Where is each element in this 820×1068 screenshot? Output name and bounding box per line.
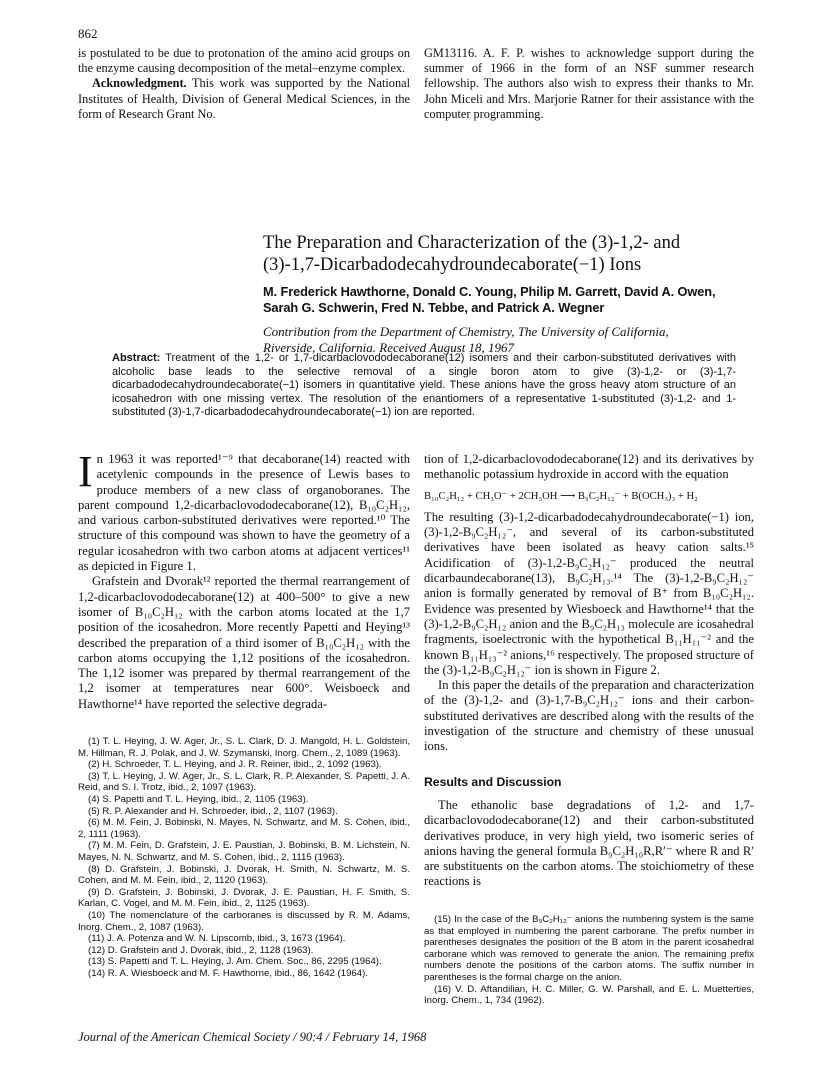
intro-paragraph bbox=[78, 447, 410, 574]
footnote: (5) R. P. Alexander and H. Schroeder, ibid., 2, 1107 (1963). bbox=[88, 805, 338, 817]
footnote: (14) R. A. Wiesboeck and M. F. Hawthorne, ibid., 86, 1642 (1964). bbox=[88, 967, 368, 979]
authors-line-2: Sarah G. Schwerin, Fred N. Tebbe, and Patrick A. Wegner bbox=[263, 300, 605, 315]
footnote: (16) V. D. Aftandilian, H. C. Miller, G. W. Parshall, and E. L. Muetterties, Inorg. Chem., 1, 734 (1962). bbox=[424, 983, 754, 1007]
footnote: (2) H. Schroeder, T. L. Heying, and J. R. Reiner, ibid., 2, 1092 (1963). bbox=[88, 759, 382, 771]
footnote: (7) M. M. Fein, D. Grafstein, J. E. Paustian, J. Bobinski, B. M. Lichstein, N. Mayes, N. N. Schwartz, and M. S. Cohen, ibid., 2, 1115 (1963). bbox=[78, 840, 410, 863]
reaction-equation: B₁₀C₂H₁₂ + CH₃O⁻ + 2CH₃OH ⟶ B₉C₂H₁₂⁻ + B(OCH₃)₃ + H₂ bbox=[424, 490, 698, 502]
body-paragraph: Grafstein and Dvorak¹² reported the thermal rearrangement of 1,2-dicarbaclovododecaborane(12) at 400–500° to give a new isomer of B₁₀C₂H₁₂ with the carbon atoms located at the 1,7 position of the icosahedron. More recently Papetti and Heying¹³ described the preparation of a third isomer of B₁₀C₂H₁₂ with the carbon atoms occupying the 1,12 positions of the icosahedron. The 1,12 isomer was prepared by thermal rearrangement of the 1,2 isomer at temperatures near 600°. Weisboeck and Hawthorne¹⁴ have reported the selective degrada- bbox=[78, 574, 410, 711]
page-number: 862 bbox=[78, 26, 98, 41]
affiliation-line-2: Riverside, California. Received August 18, 1967 bbox=[263, 340, 515, 355]
footnote: (6) M. M. Fein, J. Bobinski, N. Mayes, N. Schwartz, and M. S. Cohen, ibid., 2, 1111 (1963). bbox=[78, 817, 410, 840]
title-line-1: The Preparation and Characterization of the (3)-1,2- and bbox=[263, 233, 681, 253]
footnote: (8) D. Grafstein, J. Bobinski, J. Dvorak, H. Smith, N. Schwartz, M. S. Cohen, and M. M. Fein, ibid., 2, 1120 (1963). bbox=[78, 863, 410, 887]
abstract bbox=[112, 352, 736, 420]
authors-line-1: M. Frederick Hawthorne, Donald C. Young, Philip M. Garrett, David A. Owen, bbox=[263, 284, 716, 299]
footnotes-right bbox=[424, 914, 754, 1007]
drop-cap: I bbox=[78, 447, 93, 496]
intro-text: n 1963 it was reported¹⁻⁹ that decaborane(14) reacted with acetylenic compounds in the presence of Lewis bases to produce members of a new class of organoboranes. The parent compound 1,2-dicarbaclovododecaborane(12), B₁₀C₂H₁₂, and various carbon-substituted derivatives were reported.¹⁰ The structure of this compound was shown to have the geometry of a regular icosahedron with two carbon atoms at adjacent vertices¹¹ as depicted in Figure 1. bbox=[78, 452, 410, 574]
title-line-2: (3)-1,7-Dicarbadodecahydroundecaborate(−1) Ions bbox=[263, 255, 642, 275]
continuation-paragraph: is postulated to be due to protonation of the amino acid groups on the enzyme causing decomposition of the metal–enzyme complex. bbox=[78, 46, 410, 76]
acknowledgment-label: Acknowledgment. bbox=[92, 76, 187, 91]
acknowledgment-text: This work was supported by the National Institutes of Health, Division of General Medical Sciences, in the form of Research Grant No. bbox=[78, 76, 410, 121]
top-left-column bbox=[78, 46, 410, 122]
footnote: (12) D. Grafstein and J. Dvorak, ibid., 2, 1128 (1963). bbox=[88, 944, 314, 956]
body-right-column bbox=[424, 452, 754, 890]
body-paragraph: In this paper the details of the preparation and characterization of the (3)-1,2- and (3)-1,7-B₉C₂H₁₂⁻ ions and their carbon-substituted derivatives are described along with the results of the investigation of the structure and chemistry of these unusual ions. bbox=[424, 678, 754, 754]
footnote: (4) S. Papetti and T. L. Heying, ibid., 2, 1105 (1963). bbox=[88, 793, 309, 805]
footnote: (11) J. A. Potenza and W. N. Lipscomb, ibid., 3, 1673 (1964). bbox=[88, 933, 346, 945]
affiliation-line-1: Contribution from the Department of Chemistry, The University of California, bbox=[263, 324, 669, 339]
footnote: (15) In the case of the B₉C₂H₁₂⁻ anions the numbering system is the same as that employed in numbering the parent carborane. The prefix number in parentheses designates the position of the B atom in the parent icosahedral carborane which was removed to generate the anion. The remaining prefix numbers denote the positions of the carbon atoms. The suffix number in parentheses is the formal charge on the anion. bbox=[424, 914, 754, 983]
acknowledgment-continuation: GM13116. A. F. P. wishes to acknowledge support during the summer of 1966 in the form of an NSF summer research fellowship. The authors also wish to express their thanks to Mr. John Miceli and Mrs. Marjorie Ratner for their assistance with the computer programming. bbox=[424, 46, 754, 121]
top-right-column bbox=[424, 46, 754, 122]
footnote: (1) T. L. Heying, J. W. Ager, Jr., S. L. Clark, D. J. Mangold, H. L. Goldstein, M. Hillman, R. J. Polak, and J. W. Szymanski, Inorg. Chem., 2, 1089 (1963). bbox=[78, 736, 410, 759]
article-title bbox=[263, 232, 733, 276]
article-header bbox=[263, 232, 733, 356]
footnote: (13) S. Papetti and T. L. Heying, J. Am. Chem. Soc., 86, 2295 (1964). bbox=[88, 956, 382, 968]
footnote: (9) D. Grafstein, J. Bobinski, J. Dvorak, J. E. Paustian, H. F. Smith, S. Karlan, C. Vogel, and M. M. Fein, ibid., 2, 1125 (1963). bbox=[78, 886, 410, 910]
author-list bbox=[263, 284, 733, 316]
body-paragraph: tion of 1,2-dicarbaclovododecaborane(12) and its derivatives by methanolic potassium hydroxide in accord with the equation bbox=[424, 452, 754, 482]
body-paragraph: The resulting (3)-1,2-dicarbadodecahydroundecaborate(−1) ion, (3)-1,2-B₉C₂H₁₂⁻, and several of its carbon-substituted derivatives have been isolated as heavy cation salts.¹⁵ Acidification of (3)-1,2-B₉C₂H₁₂⁻ produced the neutral dicarbaundecaborane(13), B₉C₂H₁₃.¹⁴ The (3)-1,2-B₉C₂H₁₂⁻ anion is formally generated by removal of B⁺ from B₁₀C₂H₁₂. Evidence was presented by Wiesboeck and Hawthorne¹⁴ that the (3)-1,2-B₉C₂H₁₂ anion and the B₉C₂H₁₃ molecule are icosahedral fragments, isoelectronic with the hypothetical B₁₁H₁₁⁻² and the known B₁₁H₁₃⁻² anions,¹⁶ respectively. The proposed structure of the (3)-1,2-B₉C₂H₁₂⁻ ion is shown in Figure 2. bbox=[424, 509, 754, 677]
footnotes-left bbox=[78, 736, 410, 979]
section-heading: Results and Discussion bbox=[424, 774, 562, 789]
body-left-column bbox=[78, 447, 410, 712]
acknowledgment-paragraph bbox=[78, 76, 410, 122]
abstract-text: Treatment of the 1,2- or 1,7-dicarbaclovododecaborane(12) isomers and their carbon-substituted derivatives with alcoholic base leads to the selective removal of a single boron atom to give (3)-1,2- or (3)-1,7-dicarbadodecahydroundecaborate(−1) isomers in quantitative yield. These anions have the gross heavy atom structure of an icosahedron with one missing vertex. The resolution of the enantiomers of a representative 1-substituted (3)-1,2- and 1-substituted (3)-1,7-dicarbadodecahydroundecaborate(−1) ion are reported. bbox=[112, 352, 737, 419]
footnote: (3) T. L. Heying, J. W. Ager, Jr., S. L. Clark, R. P. Alexander, S. Papetti, J. A. Reid, and S. I. Trotz, ibid., 2, 1097 (1963). bbox=[78, 770, 410, 794]
footnote: (10) The nomenclature of the carboranes is discussed by R. M. Adams, Inorg. Chem., 2, 1087 (1963). bbox=[78, 909, 410, 933]
abstract-label: Abstract: bbox=[112, 352, 161, 364]
journal-footer: Journal of the American Chemical Society / 90:4 / February 14, 1968 bbox=[78, 1030, 427, 1044]
body-paragraph: The ethanolic base degradations of 1,2- and 1,7-dicarbaclovododecaborane(12) and their carbon-substituted derivatives produce, in very high yield, two isomeric series of anions having the general formula B₉C₂H₁₀R,R′⁻ where R and R′ are substituents on the carbon atoms. The stoichiometry of these reactions is bbox=[424, 797, 754, 889]
